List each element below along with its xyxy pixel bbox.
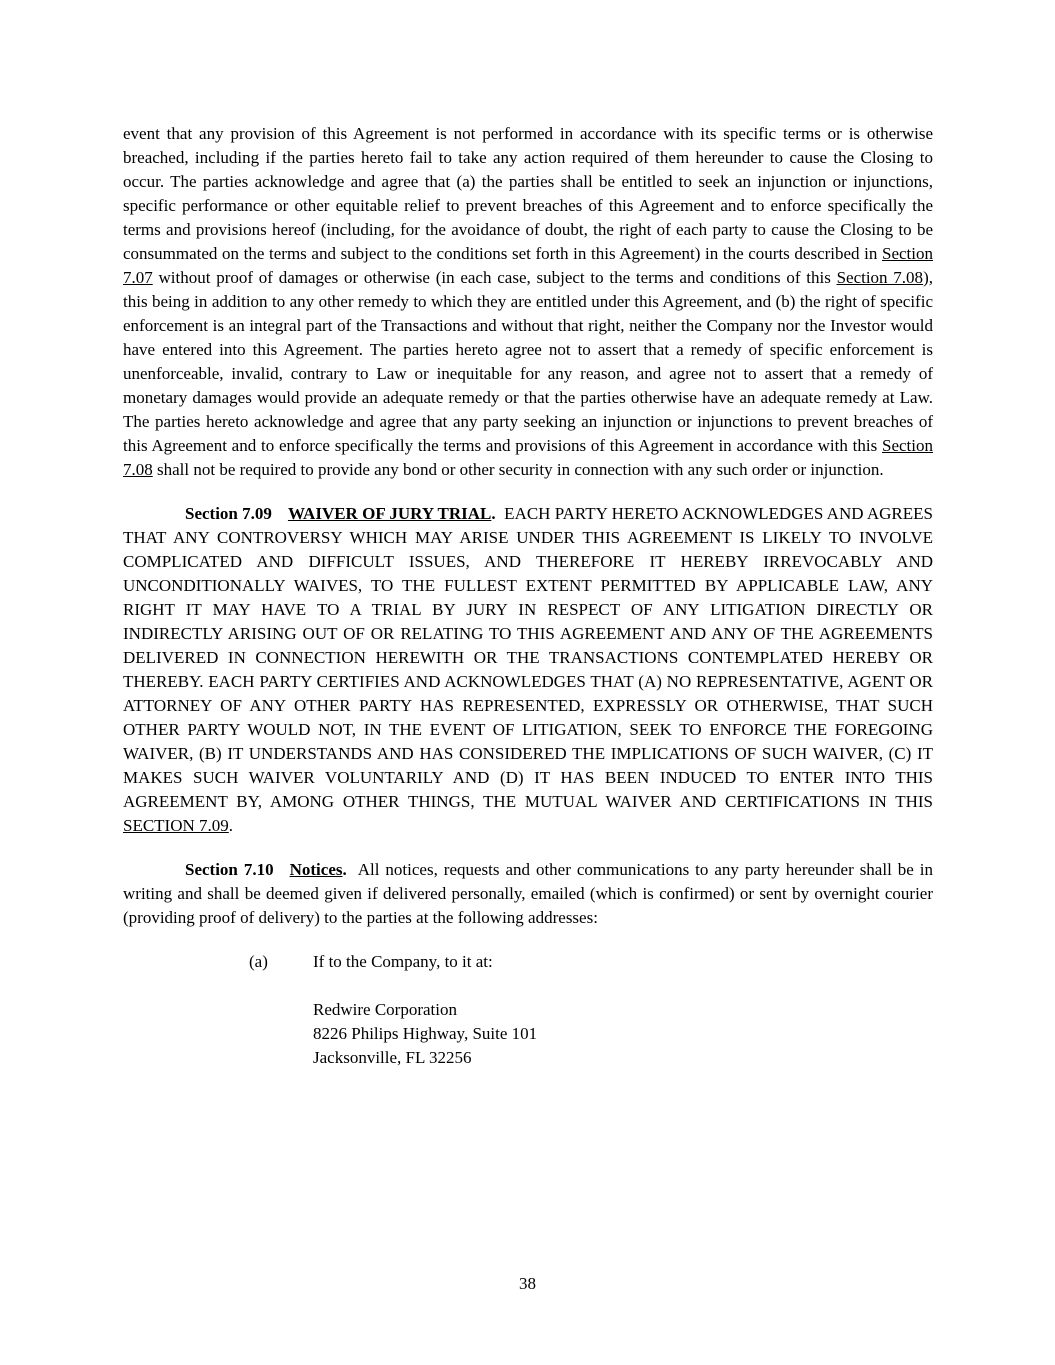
section-reference: Section 7.08 [836, 268, 924, 287]
section-reference: SECTION 7.09 [123, 816, 229, 835]
text-segment: . [228, 816, 234, 835]
address-line-city-state-zip: Jacksonville, FL 32256 [313, 1048, 472, 1067]
page-content [123, 122, 933, 1070]
section-reference: Section 7.08 [123, 436, 933, 479]
address-line-street: 8226 Philips Highway, Suite 101 [313, 1024, 538, 1043]
address-line-company-name: Redwire Corporation [313, 1000, 457, 1019]
notice-item-marker: (a) [249, 952, 268, 971]
paragraph-section-7-09-waiver-of-jury-trial [123, 502, 933, 838]
company-address-block [313, 998, 933, 1070]
section-heading-title: Notices [289, 860, 343, 879]
section-reference: Section 7.07 [123, 244, 933, 287]
notice-item-a [249, 950, 933, 974]
section-heading-title: WAIVER OF JURY TRIAL [287, 504, 492, 523]
text-segment: Section 7.10 [185, 860, 274, 879]
text-segment: EACH PARTY HERETO ACKNOWLEDGES AND AGREES THAT ANY CONTROVERSY WHICH MAY ARISE UNDER THIS AGREEMENT IS LIKELY TO INVOLVE COMPLICATED AND DIFFICULT ISSUES, AND THEREFORE IT HEREBY IRREVOCABLY AND UNCONDITIONALLY WAIVES, TO THE FULLEST EXTENT PERMITTED BY APPLICABLE LAW, ANY RIGHT IT MAY HAVE TO A TRIAL BY JURY IN RESPECT OF ANY LITIGATION DIRECTLY OR INDIRECTLY ARISING OUT OF OR RELATING TO THIS AGREEMENT AND ANY OF THE AGREEMENTS DELIVERED IN CONNECTION HEREWITH OR THE TRANSACTIONS CONTEMPLATED HEREBY OR THEREBY. EACH PARTY CERTIFIES AND ACKNOWLEDGES THAT (A) NO REPRESENTATIVE, AGENT OR ATTORNEY OF ANY OTHER PARTY HAS REPRESENTED, EXPRESSLY OR OTHERWISE, THAT SUCH OTHER PARTY WOULD NOT, IN THE EVENT OF LITIGATION, SEEK TO ENFORCE THE FOREGOING WAIVER, (B) IT UNDERSTANDS AND HAS CONSIDERED THE IMPLICATIONS OF SUCH WAIVER, (C) IT MAKES SUCH WAIVER VOLUNTARILY AND (D) IT HAS BEEN INDUCED TO ENTER INTO THIS AGREEMENT BY, AMONG OTHER THINGS, THE MUTUAL WAIVER AND CERTIFICATIONS IN THIS [123, 504, 933, 811]
paragraph-section-7-10-notices [123, 858, 933, 930]
text-segment: shall not be required to provide any bond or other security in connection with any such order or injunction. [152, 460, 884, 479]
text-segment: . [342, 860, 347, 879]
notice-item-text: If to the Company, to it at: [313, 952, 493, 971]
text-segment: event that any provision of this Agreement is not performed in accordance with its specific terms or is otherwise breached, including if the parties hereto fail to take any action required of them hereunder to cause the Closing to occur. The parties acknowledge and agree that (a) the parties shall be entitled to seek an injunction or injunctions, specific performance or other equitable relief to prevent breaches of this Agreement and to enforce specifically the terms and provisions hereof (including, for the avoidance of doubt, the right of each party to cause the Closing to be consummated on the terms and subject to the conditions set forth in this Agreement) in the courts described in [123, 124, 933, 263]
page-number: 38 [519, 1274, 536, 1293]
text-segment: . [491, 504, 496, 523]
text-segment: ), this being in addition to any other remedy to which they are entitled under this Agreement, and (b) the right of specific enforcement is an integral part of the Transactions and without that right, neither the Company nor the Investor would have entered into this Agreement. The parties hereto agree not to assert that a remedy of specific enforcement is unenforceable, invalid, contrary to Law or inequitable for any reason, and agree not to assert that a remedy of monetary damages would provide an adequate remedy or that the parties otherwise have an adequate remedy at Law. The parties hereto acknowledge and agree that any party seeking an injunction or injunctions to prevent breaches of this Agreement and to enforce specifically the terms and provisions of this Agreement in accordance with this [123, 268, 933, 455]
text-segment: Section 7.09 [185, 504, 272, 523]
text-segment: without proof of damages or otherwise (in each case, subject to the terms and conditions of this [152, 268, 837, 287]
paragraph-specific-performance-continuation [123, 122, 933, 482]
text-segment: All notices, requests and other communications to any party hereunder shall be in writing and shall be deemed given if delivered personally, emailed (which is confirmed) or sent by overnight courier (providing proof of delivery) to the parties at the following addresses: [123, 860, 933, 927]
